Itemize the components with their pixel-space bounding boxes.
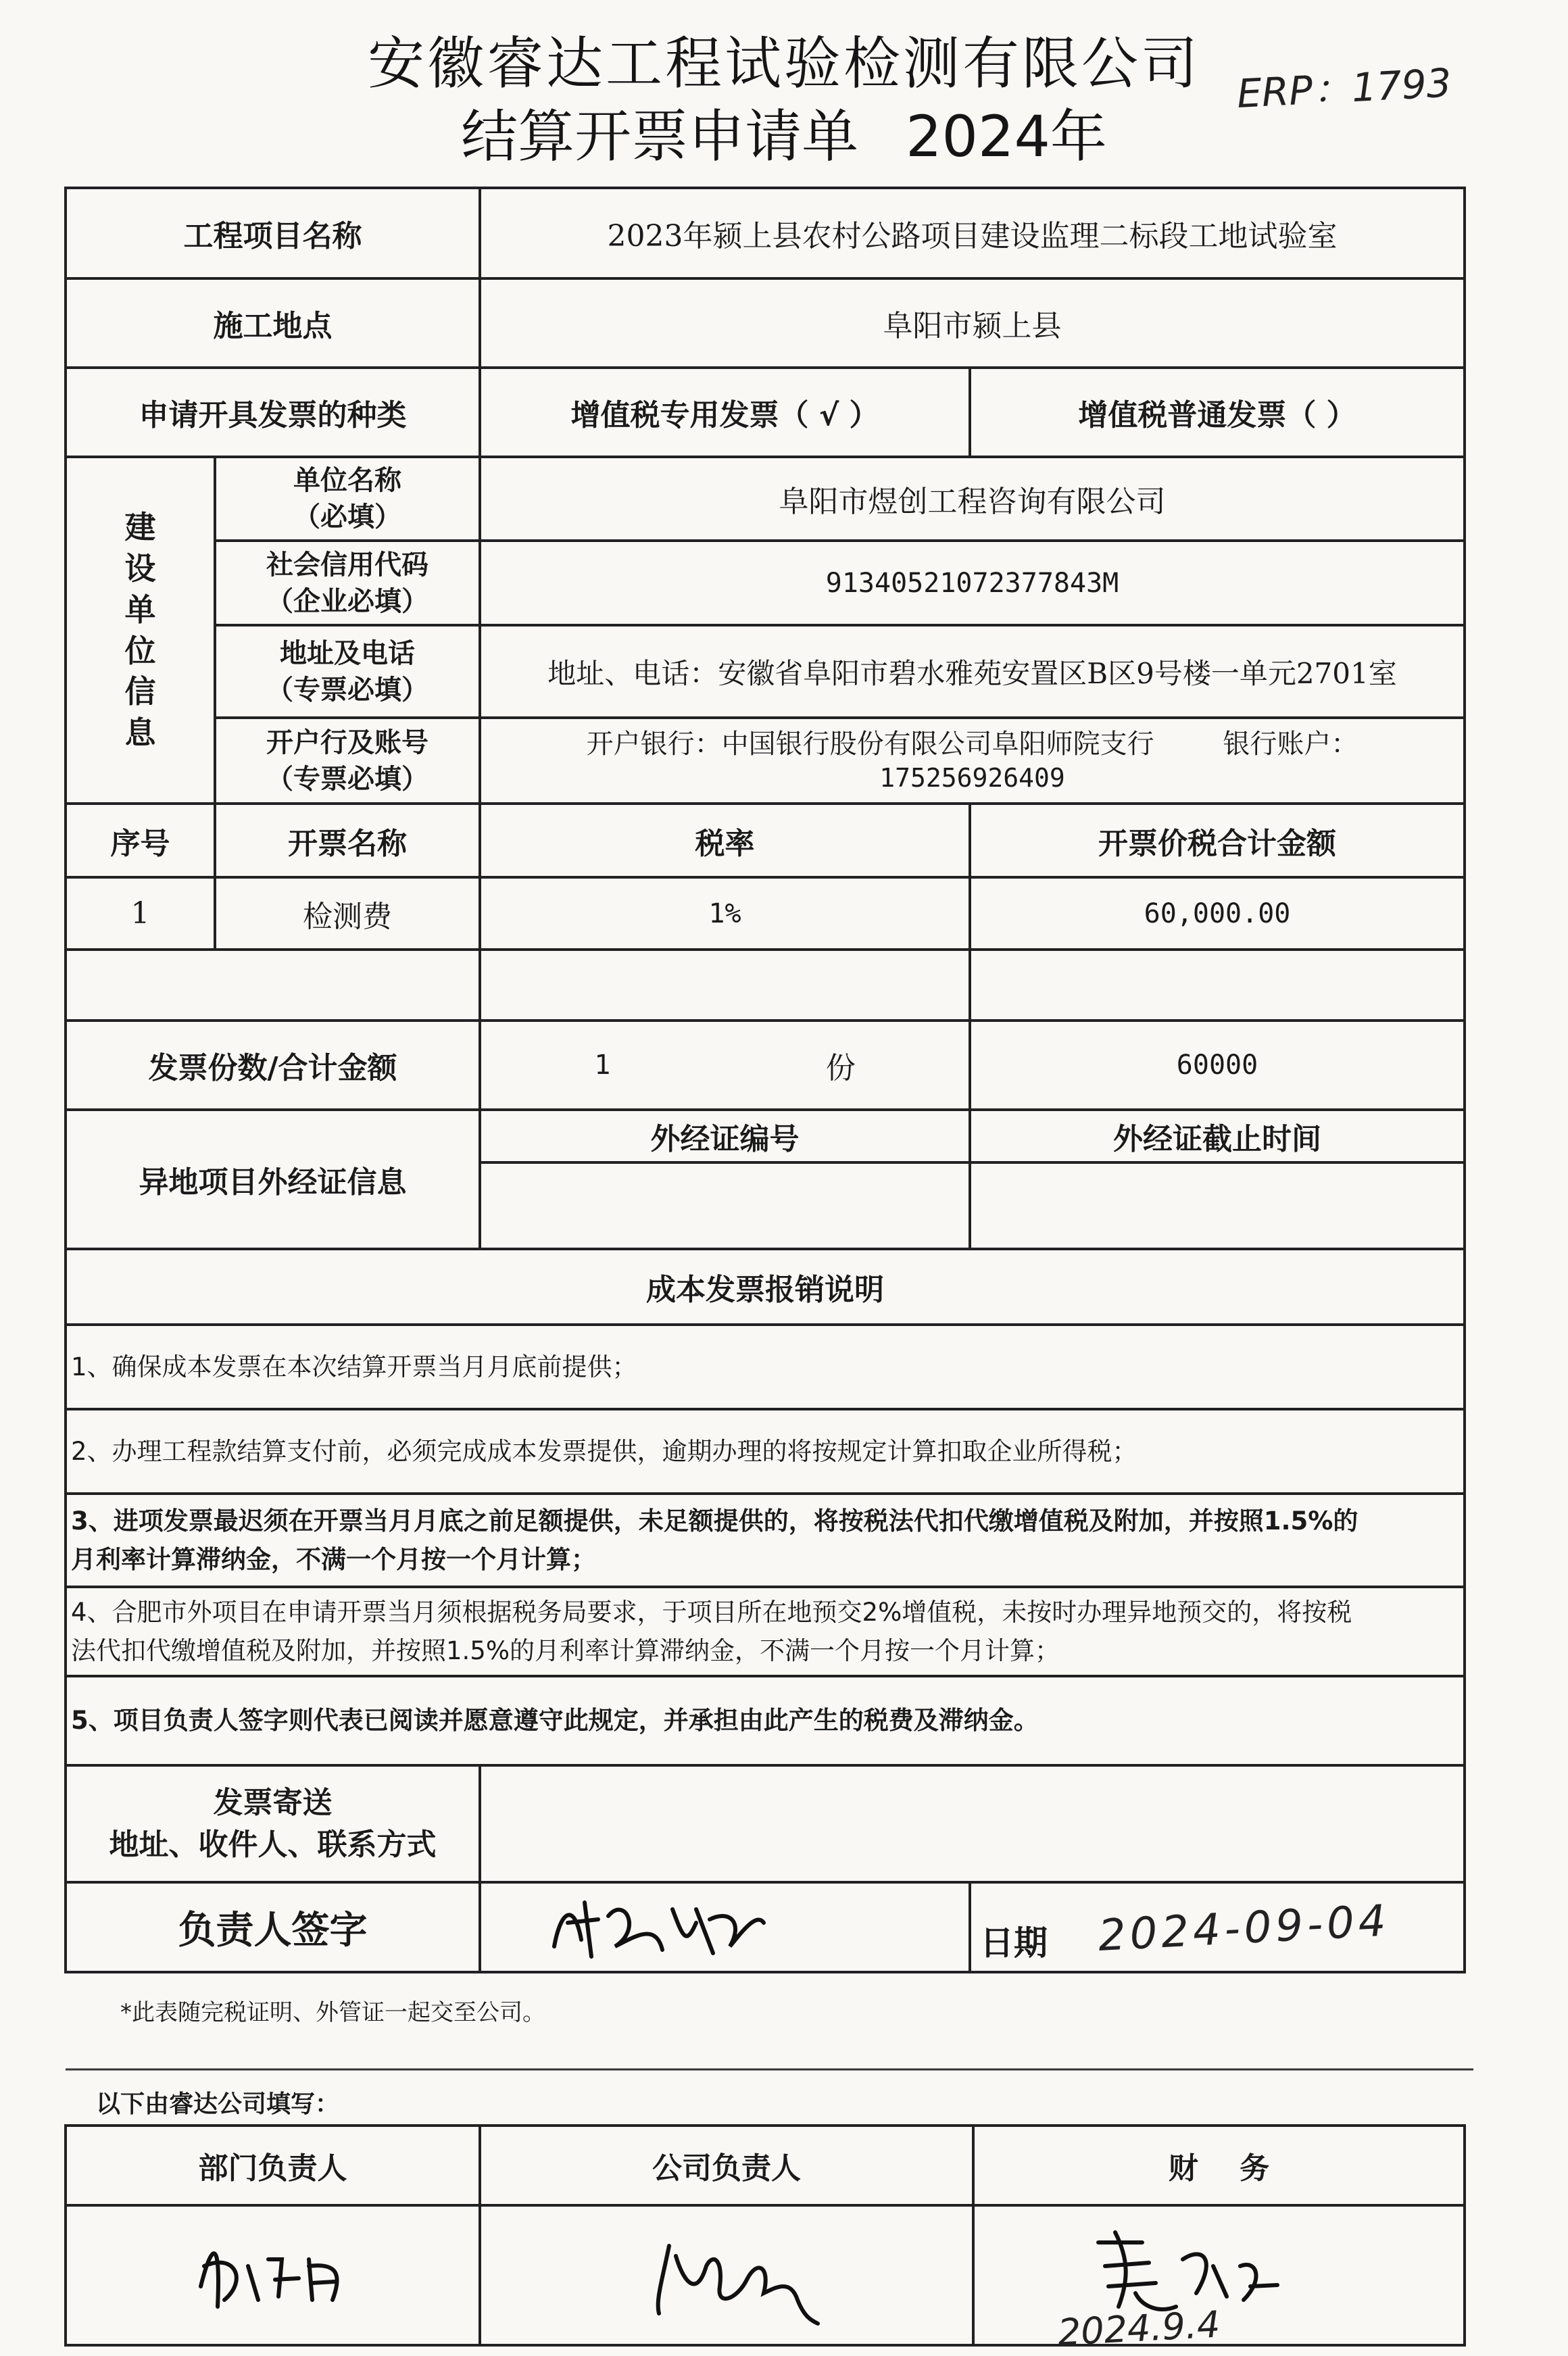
- invoice-count-unit: 份: [825, 1051, 856, 1085]
- builder-char: 设: [124, 550, 156, 587]
- bank-account-label: [215, 718, 480, 804]
- col-header-invoice-name: 开票名称: [288, 826, 407, 861]
- builder-char: 位: [124, 632, 156, 669]
- item-row-1-name[interactable]: 检测费: [303, 899, 392, 934]
- cost-note-3-line1: 3、进项发票最迟须在开票当月月底之前足额提供，未足额提供的，将按税法代扣代缴增值税及附加，并按照1.5%的: [71, 1506, 1358, 1536]
- builder-info-group-label: [66, 457, 215, 804]
- dept-head-signature[interactable]: [66, 2205, 480, 2345]
- mailing-label-line2: 地址、收件人、联系方式: [109, 1827, 437, 1862]
- unit-name-value[interactable]: 阜阳市煜创工程咨询有限公司: [779, 485, 1166, 519]
- credit-code-value[interactable]: 91340521072377843M: [825, 567, 1119, 599]
- cost-note-5: 5、项目负责人签字则代表已阅读并愿意遵守此规定，并承担由此产生的税费及滞纳金。: [71, 1706, 1039, 1736]
- cost-note-1: 1、确保成本发票在本次结算开票当月月底前提供；: [71, 1352, 637, 1381]
- dept-head-signature-scribble-icon: [66, 2205, 480, 2345]
- builder-char: 信: [124, 673, 156, 710]
- cost-note-2: 2、办理工程款结算支付前，必须完成成本发票提供，逾期办理的将按规定计算扣取企业所得税；: [71, 1436, 1137, 1466]
- finance-header: 财 务: [1168, 2151, 1270, 2186]
- out-cert-number-value[interactable]: [480, 1162, 970, 1249]
- builder-char: 建: [124, 509, 156, 546]
- col-header-tax-rate: 税率: [695, 826, 755, 861]
- mailing-label-line1: 发票寄送: [213, 1785, 333, 1820]
- address-phone-label: [215, 625, 480, 718]
- cost-note-3-line2: 月利率计算滞纳金，不满一个月按一个月计算；: [71, 1545, 596, 1574]
- site-value[interactable]: 阜阳市颍上县: [883, 309, 1062, 343]
- vat-normal-invoice-option[interactable]: 增值税普通发票（ ）: [1078, 398, 1356, 433]
- unit-name-label: [215, 457, 480, 541]
- credit-code-label: [215, 541, 480, 625]
- document-year: 2024年: [906, 103, 1107, 170]
- company-section-intro: 以下由睿达公司填写：: [96, 2090, 340, 2118]
- company-head-signature[interactable]: [480, 2205, 973, 2345]
- cost-note-3: [66, 1494, 1465, 1587]
- out-cert-number-header: 外经证编号: [650, 1122, 800, 1156]
- responsible-signature-area[interactable]: [480, 1882, 970, 1972]
- item-row-2-rate[interactable]: [480, 950, 970, 1021]
- address-phone-label-main: 地址及电话: [280, 637, 415, 669]
- bank-account-label-sub: （专票必填）: [266, 763, 428, 795]
- unit-name-label-main: 单位名称: [293, 465, 401, 496]
- builder-char: 息: [124, 714, 156, 751]
- cost-note-4: [66, 1587, 1465, 1676]
- totals-label: 发票份数/合计金额: [148, 1051, 397, 1085]
- site-label: 施工地点: [213, 309, 333, 343]
- bank-account-line1: 开户银行：中国银行股份有限公司阜阳师院支行 银行账户：: [586, 728, 1358, 760]
- company-head-signature-scribble-icon: [480, 2205, 973, 2345]
- col-header-total-amount: 开票价税合计金额: [1098, 826, 1336, 861]
- address-phone-value[interactable]: 地址、电话：安徽省阜阳市碧水雅苑安置区B区9号楼一单元2701室: [547, 656, 1397, 690]
- bank-account-value[interactable]: [480, 718, 1465, 804]
- out-cert-label: 异地项目外经证信息: [139, 1165, 407, 1200]
- item-row-2-name[interactable]: [215, 950, 480, 1021]
- project-name-value[interactable]: 2023年颍上县农村公路项目建设监理二标段工地试验室: [607, 219, 1338, 253]
- finance-date[interactable]: 2024.9.4: [1056, 2303, 1221, 2354]
- out-cert-deadline-header: 外经证截止时间: [1113, 1122, 1321, 1156]
- signature-scribble-icon: [480, 1882, 970, 1972]
- cost-note-4-line2: 法代扣代缴增值税及附加，并按照1.5%的月利率计算滞纳金，不满一个月按一个月计算；: [71, 1636, 1060, 1665]
- project-name-label: 工程项目名称: [183, 219, 362, 253]
- col-header-seq: 序号: [110, 826, 170, 861]
- address-phone-label-sub: （专票必填）: [266, 674, 428, 706]
- bank-account-label-main: 开户行及账号: [266, 727, 428, 758]
- cost-notes-title: 成本发票报销说明: [646, 1273, 884, 1307]
- dept-head-header: 部门负责人: [198, 2151, 347, 2186]
- invoice-count[interactable]: [480, 1021, 970, 1110]
- total-amount-value[interactable]: 60000: [1176, 1050, 1258, 1081]
- item-row-1-rate[interactable]: 1%: [708, 898, 741, 929]
- item-row-1-seq[interactable]: 1: [130, 896, 150, 931]
- mailing-label: [66, 1765, 480, 1882]
- sign-date-label: 日期: [980, 1923, 1048, 1963]
- out-cert-deadline-value[interactable]: [970, 1162, 1465, 1249]
- vat-special-invoice-option[interactable]: 增值税专用发票（ √ ）: [570, 398, 879, 433]
- credit-code-label-sub: （企业必填）: [266, 585, 428, 617]
- item-row-1-amount[interactable]: 60,000.00: [1144, 898, 1291, 929]
- item-row-2-seq[interactable]: [66, 950, 215, 1021]
- company-title: 安徽睿达工程试验检测有限公司: [367, 30, 1200, 97]
- erp-handwritten-note: ERP：1793: [1235, 59, 1453, 117]
- cost-note-4-line1: 4、合肥市外项目在申请开票当月须根据税务局要求，于项目所在地预交2%增值税，未按时办理异地预交的，将按税: [71, 1597, 1352, 1627]
- item-row-2-amount[interactable]: [970, 950, 1465, 1021]
- document-title-text: 结算开票申请单: [461, 103, 859, 170]
- responsible-signature-label: 负责人签字: [178, 1908, 368, 1953]
- credit-code-label-main: 社会信用代码: [266, 549, 428, 581]
- invoice-type-label: 申请开具发票的种类: [139, 398, 407, 433]
- bank-account-number: 175256926409: [879, 762, 1065, 793]
- company-head-header: 公司负责人: [652, 2151, 801, 2186]
- builder-char: 单: [124, 591, 156, 628]
- unit-name-label-sub: （必填）: [293, 501, 401, 533]
- sign-date-value[interactable]: 2024-09-04: [1097, 1896, 1392, 1961]
- mailing-value[interactable]: [480, 1765, 1465, 1882]
- invoice-count-value: 1: [594, 1050, 611, 1081]
- footnote: *此表随完税证明、外管证一起交至公司。: [120, 1999, 545, 2026]
